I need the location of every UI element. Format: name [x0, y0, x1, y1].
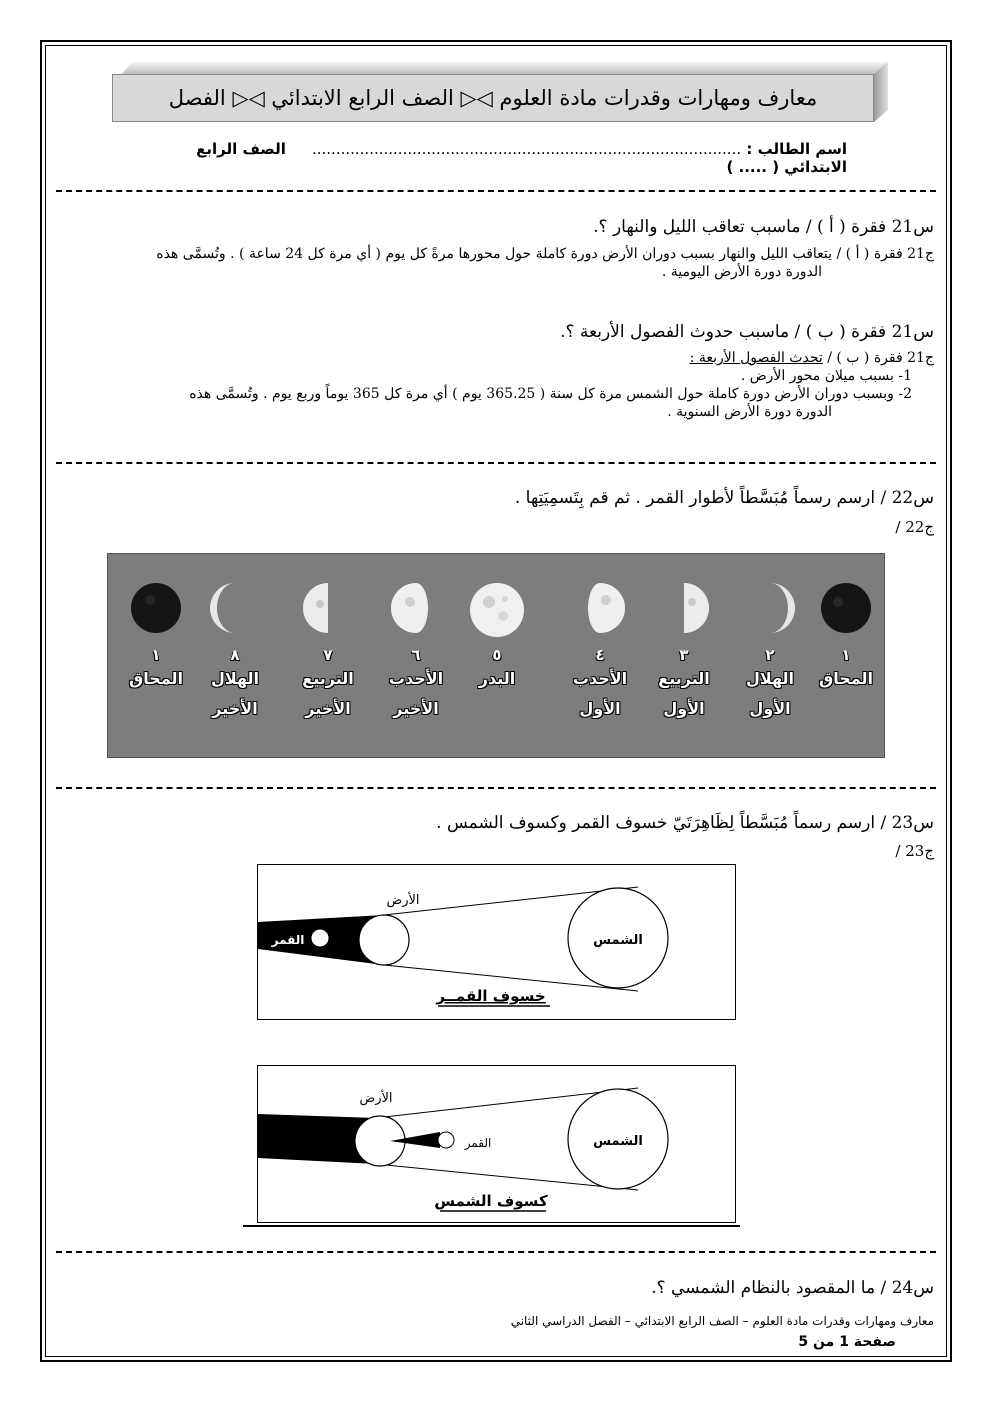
- waxing-gibbous-icon: [574, 582, 626, 634]
- banner-bevel-top: [122, 62, 888, 74]
- new-moon-icon: [130, 582, 182, 634]
- student-line: [147, 140, 847, 176]
- solar-moon-label: القمر: [464, 1136, 492, 1150]
- moon-phases-figure: [107, 553, 885, 758]
- question-21a: س21 فقرة ( أ ) / ماسبب تعاقب الليل والنهار ؟.: [593, 217, 934, 237]
- last-quarter-icon: [302, 582, 354, 634]
- waning-crescent-icon: [209, 582, 261, 634]
- lunar-caption: خسوف القمــر: [436, 987, 546, 1005]
- student-name-field[interactable]: ..........................................................................................: [311, 140, 742, 158]
- answer-21b-title: تحدث الفصول الأربعة :: [689, 350, 823, 366]
- question-22: س22 / ارسم رسماً مُبَسَّطاً لأطوار القمر . ثم قم بِتَسمِيَتِها .: [514, 488, 934, 508]
- waning-gibbous-icon: [390, 582, 442, 634]
- moon-phase-waxing-gibbous: ٤ الأحدب الأول: [560, 582, 640, 724]
- answer-23: ج23 /: [895, 842, 934, 860]
- new-moon-icon: [820, 582, 872, 634]
- moon-phase-waning-gibbous: ٦ الأحدب الأخير: [376, 582, 456, 724]
- moon-phase-waning-crescent: ٨ الهلال الأخير: [195, 582, 275, 724]
- question-24: س24 / ما المقصود بالنظام الشمسي ؟.: [651, 1278, 934, 1298]
- lunar-earth-label: الأرض: [386, 893, 420, 908]
- first-quarter-icon: [658, 582, 710, 634]
- answer-21b-point2: 2- وبسبب دوران الأرض دورة كاملة حول الشمس مرة كل سنة ( 365.25 يوم ) أي مرة كل 365 يوماً وربع يوم . وتُسمَّى هذه: [189, 386, 912, 402]
- moon-phase-last-quarter: ٧ التربيع الأخير: [288, 582, 368, 724]
- divider: [56, 190, 936, 192]
- answer-21b: [64, 349, 934, 421]
- page-number: صفحة 1 من 5: [798, 1334, 896, 1350]
- solar-caption: كسوف الشمس: [434, 1192, 548, 1210]
- divider: [56, 462, 936, 464]
- full-moon-icon: [469, 582, 525, 638]
- moon-phase-full: ٥ البدر: [457, 582, 537, 694]
- answer-21a-line2: الدورة دورة الأرض اليومية .: [661, 264, 822, 280]
- lunar-moon-label: القمر: [271, 933, 305, 947]
- figure-rule: [243, 1225, 740, 1227]
- answer-21b-head: [64, 349, 934, 367]
- moon-phase-new-end: ١ المحاق: [116, 582, 196, 694]
- lunar-eclipse-figure: [257, 864, 736, 1020]
- moon-phase-first-quarter: ٣ التربيع الأول: [644, 582, 724, 724]
- divider: [56, 787, 936, 789]
- solar-eclipse-figure: [257, 1065, 736, 1223]
- divider: [56, 1251, 936, 1253]
- moon-phase-waxing-crescent: ٢ الهلال الأول: [730, 582, 810, 724]
- grade-label: الصف الرابع الابتدائي ( ..... ): [196, 140, 847, 176]
- answer-21b-prefix: ج21 فقرة ( ب ) /: [827, 350, 934, 366]
- answer-21b-point1: 1- بسبب ميلان محور الأرض .: [740, 368, 912, 384]
- banner-title: معارف ومهارات وقدرات مادة العلوم ◁▷ الصف الرابع الابتدائي ◁▷ الفصل: [168, 86, 818, 110]
- waxing-crescent-icon: [744, 582, 796, 634]
- lunar-sun-label: الشمس: [593, 933, 643, 948]
- solar-sun-label: الشمس: [593, 1134, 643, 1149]
- answer-22: ج22 /: [895, 518, 934, 536]
- answer-21a: [64, 245, 934, 281]
- moon-phase-new: ١ المحاق: [806, 582, 886, 694]
- question-21b: س21 فقرة ( ب ) / ماسبب حدوث الفصول الأربعة ؟.: [560, 322, 934, 342]
- student-name-label: اسم الطالب :: [746, 140, 847, 158]
- footer-text: معارف ومهارات وقدرات مادة العلوم – الصف الرابع الابتدائي – الفصل الدراسي الثاني: [510, 1314, 934, 1328]
- answer-21b-point2-cont: الدورة دورة الأرض السنوية .: [667, 404, 832, 420]
- title-banner: [112, 62, 888, 124]
- question-23: س23 / ارسم رسماً مُبَسَّطاً لِظَاهِرَتَيّ خسوف القمر وكسوف الشمس .: [436, 813, 934, 833]
- solar-earth-label: الأرض: [359, 1091, 393, 1106]
- answer-21a-line1: ج21 فقرة ( أ ) / يتعاقب الليل والنهار بسبب دوران الأرض دورة كاملة حول محورها مرةً كل يوم ( أي مرة كل 24 ساعة ) . وتُسمَّى هذه: [156, 246, 934, 262]
